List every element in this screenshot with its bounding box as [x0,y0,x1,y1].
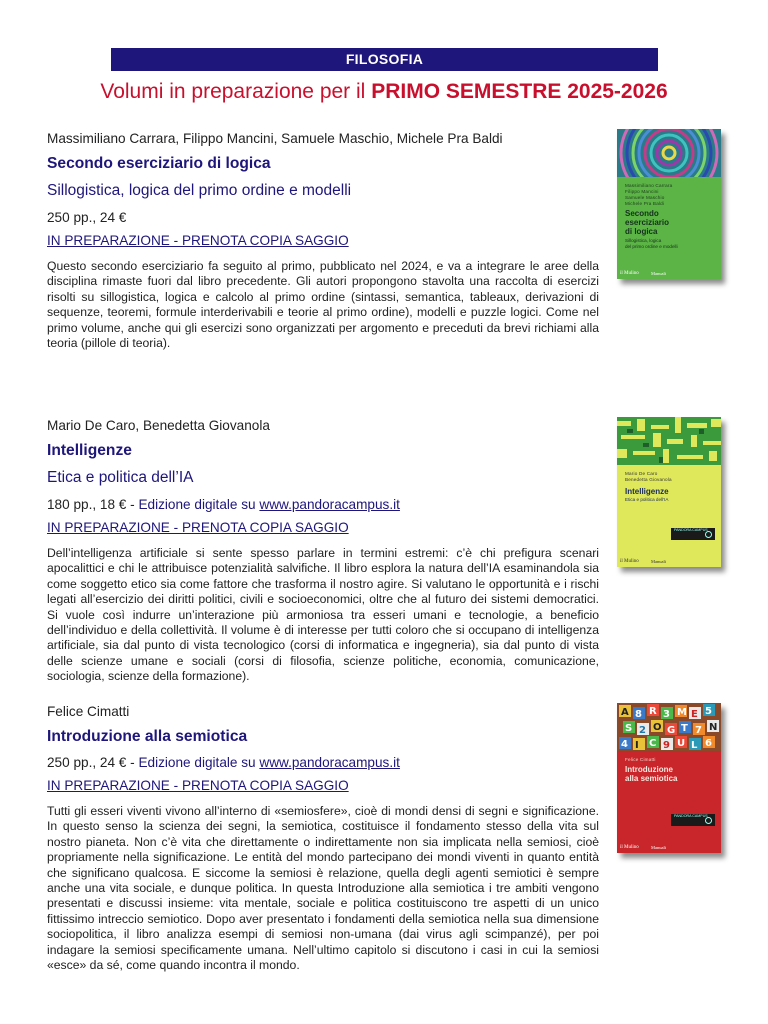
svg-text:R: R [649,706,657,717]
series-label: Manuali [651,271,666,276]
book-description: Dell’intelligenza artificiale si sente spesso parlare in termini estremi: c’è chi prefigura scenari apocalittici e chi le attribuisce potenzialità salvifiche. Il libro esplora la natura dell’IA esaminandola sia come soggetto etico sia come fattore che trasforma il nostro agire. Si valutano le opportunità e i rischi legati all’esercizio dei diritti politici, civili e socioeconomici, oltre che al futuro dei sistemi democratici. Si vuole così indurre un’interazione più armoniosa tra esseri umani e tecnologie, a beneficio dell’individuo e della collettività. Il volume è di interesse per tutti coloro che si occupano di intelligenza artificiale, sia dal punto di vista tecnologico (corsi di informatica e ingegneria), sia dal punto di vista delle scienze umane e sociali (corsi di filosofia, scienze politiche, economia, comunicazione, sociologia, scienze della formazione). [47,546,599,684]
pages-price: 250 pp., 24 € [47,755,127,770]
book-authors: Mario De Caro, Benedetta Giovanola [47,418,270,433]
book-entry-1 [47,130,599,351]
svg-text:N: N [709,722,718,733]
publisher-logo: il Mulino [620,559,639,564]
svg-text:C: C [649,738,657,749]
book-cover-1[interactable] [617,129,721,279]
svg-text:9: 9 [663,740,670,751]
cover-title: Secondo eserciziario di logica [625,209,670,236]
pages-price: 180 pp., 18 € [47,497,127,512]
svg-text:U: U [677,738,686,749]
book-pages-price: 250 pp., 24 € - Edizione digitale su www.pandoracampus.it [47,755,400,770]
cover-subtitle: Etica e politica dell’IA [625,497,669,502]
book-authors: Felice Cimatti [47,704,130,719]
prenota-copia-saggio-link[interactable]: IN PREPARAZIONE - PRENOTA COPIA SAGGIO [47,778,349,793]
book-pages-price: 250 pp., 24 € [47,210,127,225]
pandora-campus-badge: PANDORA CAMPUS [671,814,715,826]
book-title[interactable]: Secondo eserciziario di logica [47,155,271,172]
cover-authors: Mario De Caro Benedetta Giovanola [625,471,672,482]
svg-text:S: S [625,723,633,734]
cover-art-image [617,703,721,751]
cover-title: Introduzione alla semiotica [625,765,678,783]
svg-text:6: 6 [705,738,712,749]
svg-text:A: A [621,707,629,718]
cover-title: Intelligenze [625,487,669,496]
pandoracampus-link[interactable]: www.pandoracampus.it [259,497,400,512]
svg-text:I: I [635,740,639,751]
book-subtitle: Etica e politica dell’IA [47,469,194,486]
series-label: Manuali [651,845,666,850]
series-label: Manuali [651,559,666,564]
book-entry-2 [47,417,599,685]
book-pages-price: 180 pp., 18 € - Edizione digitale su www.pandoracampus.it [47,497,400,512]
book-entry-3 [47,703,599,973]
cover-subtitle: Sillogistica, logica del primo ordine e modelli [625,238,678,249]
book-title[interactable]: Intelligenze [47,442,132,459]
cover-art-image [617,417,721,465]
prenota-copia-saggio-link[interactable]: IN PREPARAZIONE - PRENOTA COPIA SAGGIO [47,520,349,535]
headline-semester: PRIMO SEMESTRE 2025-2026 [371,80,668,103]
page-headline [0,79,768,105]
publisher-logo: il Mulino [620,271,639,276]
digital-edition-label: Edizione digitale su [138,497,256,512]
book-description: Tutti gli esseri viventi vivono all’interno di «semiosfere», cioè di mondi densi di segni e significazione. In questo senso la scienza dei segni, la semiotica, costituisce il fondamento stesso della vita sul nostro pianeta. Non c’è vita che direttamente o indirettamente non sia implicata nella semiosi, cioè propriamente nella significazione. Le entità del mondo partecipano dei mondi viventi in quanto entità che significano qualcosa. E siccome la semiosi è relazione, quella degli agenti semiotici è sempre anche una vita sociale, e dunque politica. In questa Introduzione alla semiotica i tre ambiti vengono presentati e discussi insieme: vita mentale, sociale e politica costituiscono tre aspetti di un unico fittissimo intreccio semiotico. Dopo aver presentato i fondamenti della semiotica nella sua dimensione sociopolitica, il libro analizza esempi di semiosi non-umana (dai virus agli scimpanzé), per poi indagare la semiosi specificamente umana. Nell’ultimo capitolo si discutono i casi in cui la semiosi «esce» da sé, come quando incontra il mondo. [47,804,599,973]
section-banner: FILOSOFIA [111,48,658,71]
book-authors: Massimiliano Carrara, Filippo Mancini, Samuele Maschio, Michele Pra Baldi [47,131,503,146]
pandoracampus-link[interactable]: www.pandoracampus.it [259,755,400,770]
cover-art-image [617,129,721,177]
book-subtitle: Sillogistica, logica del primo ordine e modelli [47,182,352,199]
svg-text:T: T [681,723,688,734]
svg-text:2: 2 [639,725,646,736]
svg-text:L: L [691,740,698,751]
svg-text:8: 8 [635,709,642,720]
svg-text:E: E [691,709,698,720]
svg-text:3: 3 [663,709,670,720]
book-cover-2[interactable] [617,417,721,567]
svg-text:M: M [677,707,687,718]
cover-authors: Massimiliano Carrara Filippo Mancini Samuele Maschio Michele Pra Baldi [625,183,673,206]
cover-authors: Felice Cimatti [625,757,656,762]
digital-edition-label: Edizione digitale su [138,755,256,770]
svg-text:5: 5 [705,706,712,717]
book-cover-3[interactable] [617,703,721,853]
pandora-campus-badge: PANDORA CAMPUS [671,528,715,540]
svg-text:7: 7 [695,725,702,736]
svg-text:O: O [653,722,662,733]
book-title[interactable]: Introduzione alla semiotica [47,728,248,745]
svg-text:G: G [667,725,676,736]
svg-text:4: 4 [621,739,628,750]
prenota-copia-saggio-link[interactable]: IN PREPARAZIONE - PRENOTA COPIA SAGGIO [47,233,349,248]
book-description: Questo secondo eserciziario fa seguito al primo, pubblicato nel 2024, e va a integrare le aree della disciplina rimaste fuori dal libro precedente. Gli autori propongono stavolta una raccolta di esercizi risolti su sillogistica, logica e calcolo al primo ordine (sintassi, semantica, tableaux, derivazioni di sequenze, teoremi, formule interderivabili e teorie al primo ordine), modelli e puzzle logici. Come nel primo volume, anche qui gli esercizi sono organizzati per argomento e preceduti da brevi richiami alla teoria (pillole di teoria). [47,259,599,351]
headline-prefix: Volumi in preparazione per il [100,80,372,103]
publisher-logo: il Mulino [620,845,639,850]
